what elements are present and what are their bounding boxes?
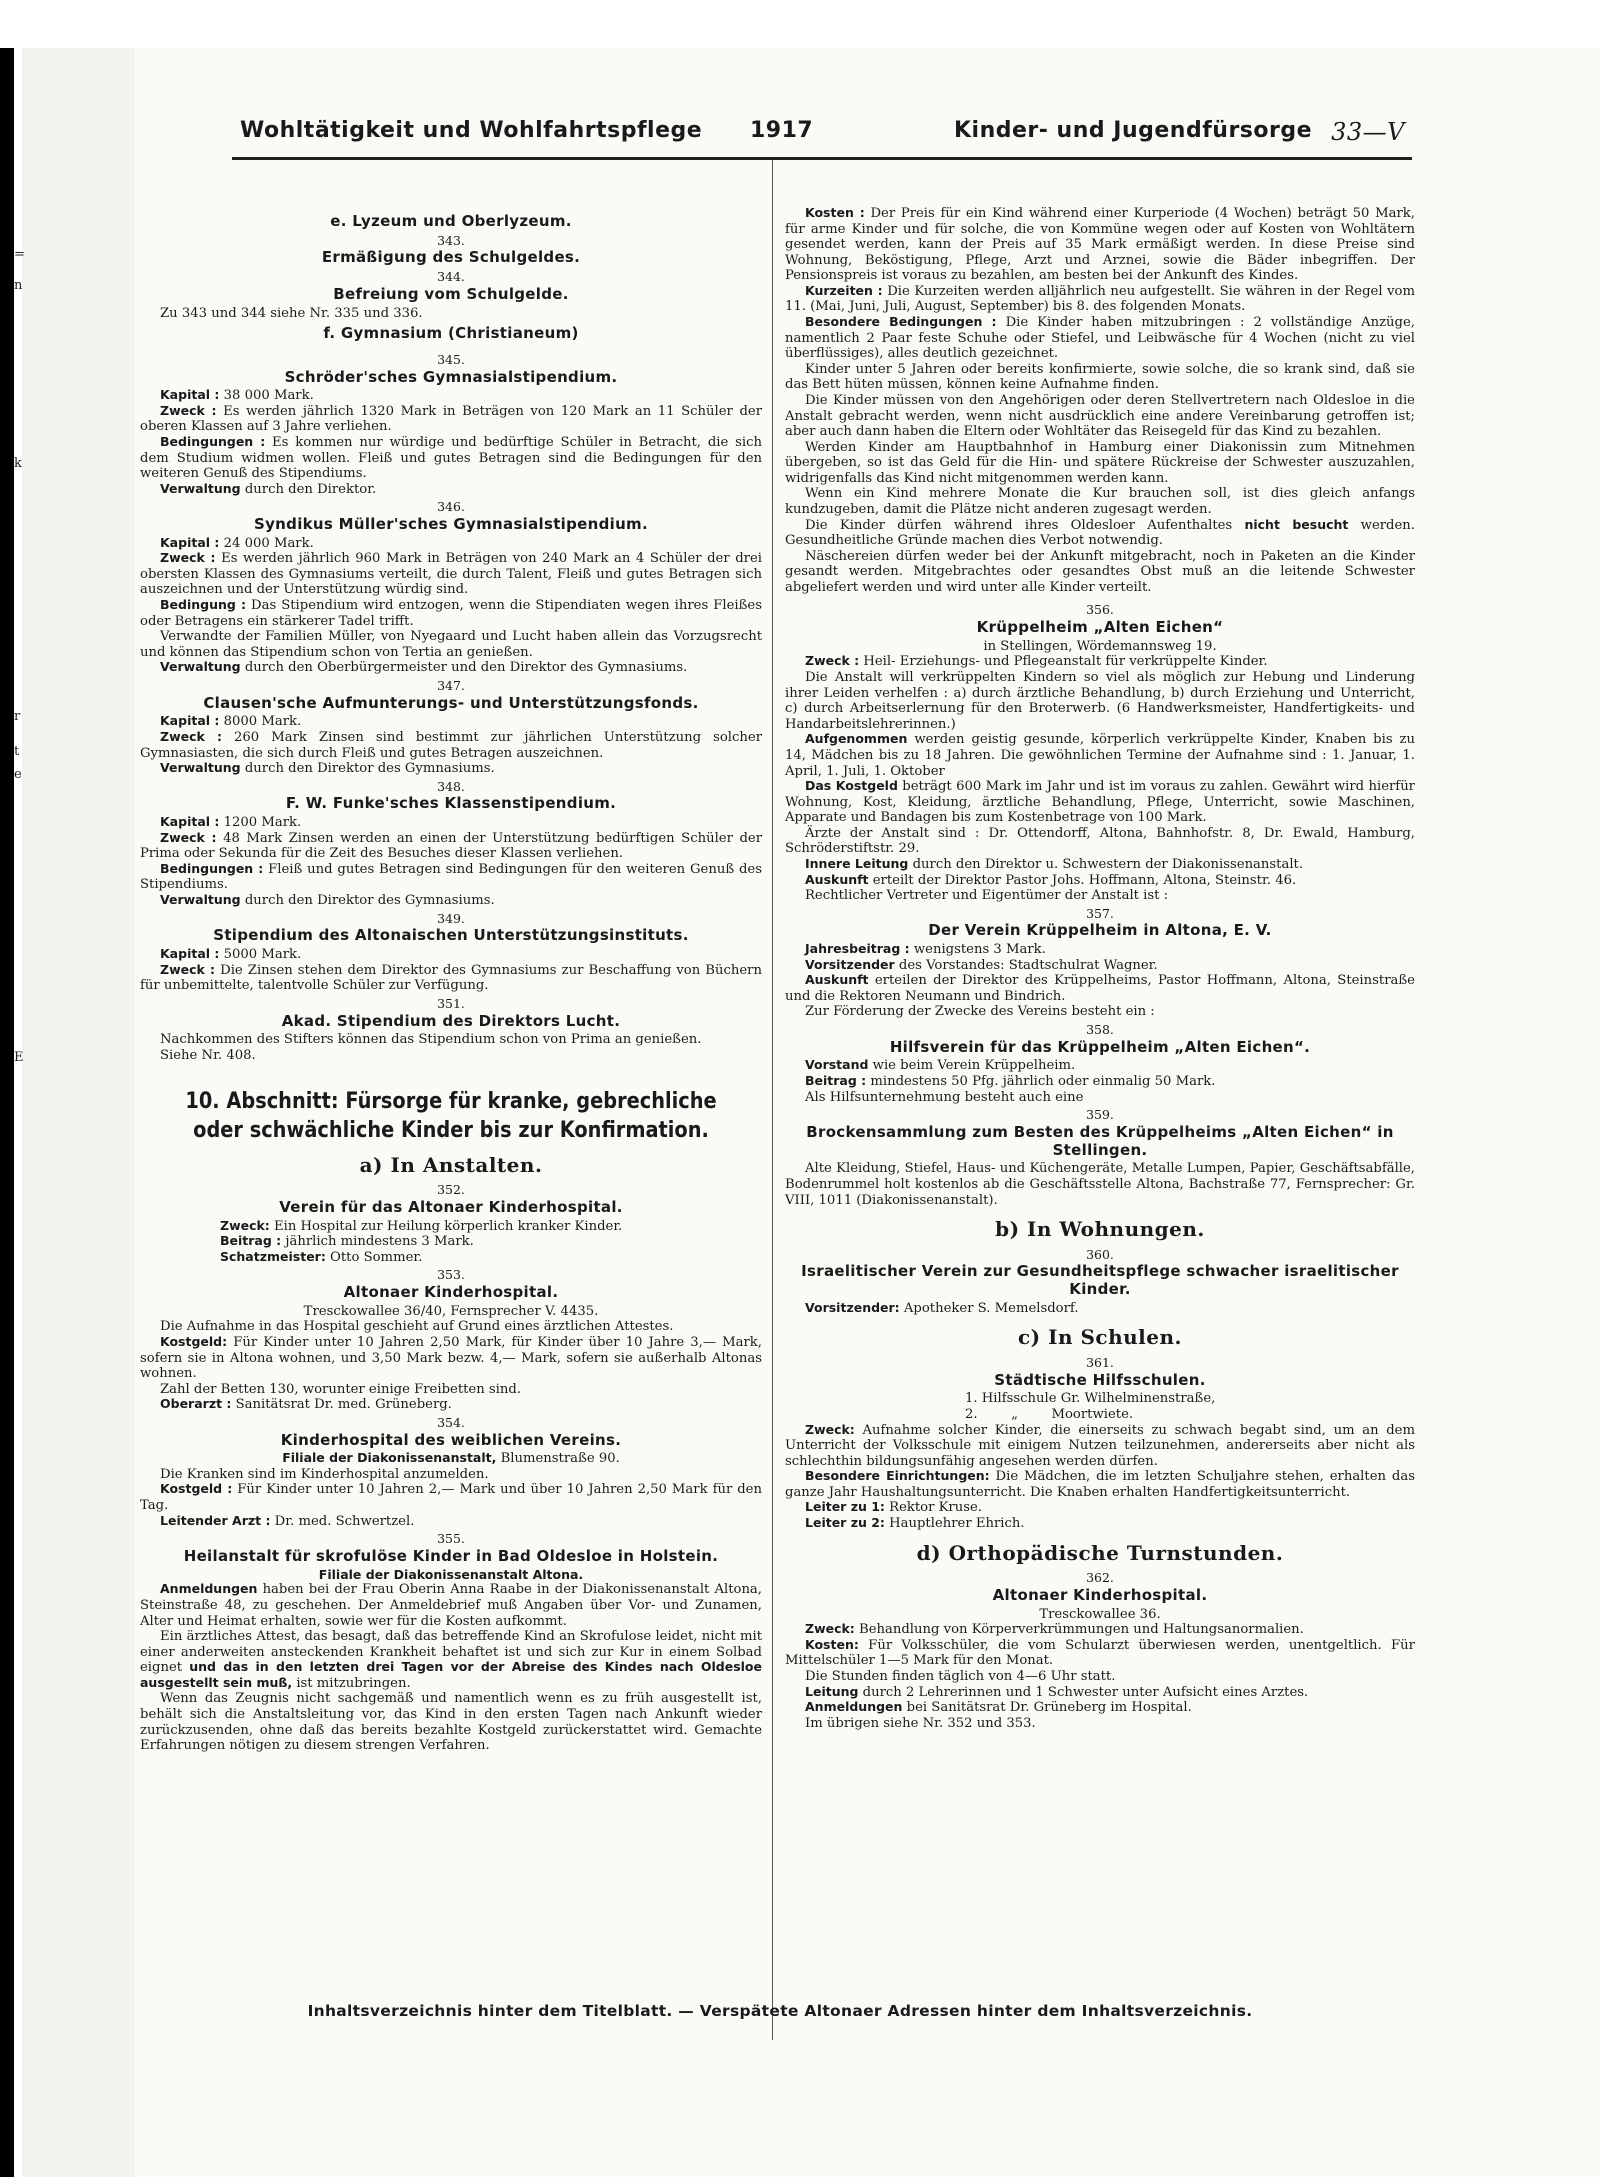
- entry-paragraph: [140, 551, 762, 598]
- margin-letter: =: [14, 247, 25, 262]
- field-label: Kapital :: [160, 387, 220, 403]
- entry-number: 352.: [437, 1182, 465, 1198]
- field-value: durch den Direktor u. Schwestern der Diakonissenanstalt.: [912, 856, 1304, 872]
- entry-paragraph: [785, 1622, 1415, 1638]
- page-footer: Inhaltsverzeichnis hinter dem Titelblatt. — Verspätete Altonaer Adressen hinter dem Inhaltsverzeichnis.: [307, 2002, 1253, 2020]
- field-label: Vorsitzender: [805, 956, 895, 972]
- field-value: Es werden jährlich 960 Mark in Beträgen von 240 Mark an 4 Schüler der drei obersten Klassen des Gymnasiums verteilt, die durch Talent, Fleiß und gutes Betragen sich auszeichnen und der Unterstützung würdig sind.: [140, 551, 762, 598]
- field-label: Kapital :: [160, 814, 220, 830]
- field-value: Apotheker S. Memelsdorf.: [903, 1300, 1079, 1316]
- entry-address: in Stellingen, Wördemannsweg 19.: [983, 638, 1217, 654]
- entry-paragraph: [785, 1423, 1415, 1470]
- entry-address: Tresckowallee 36.: [1039, 1606, 1161, 1622]
- entry-paragraph: [785, 1058, 1415, 1074]
- entry-title: Altonaer Kinderhospital.: [343, 1283, 559, 1302]
- entry-paragraph: [140, 761, 762, 777]
- field-label: Aufgenommen: [805, 731, 908, 747]
- field-value: Es werden jährlich 1320 Mark in Beträgen von 120 Mark an 11 Schüler der oberen Klassen auf 3 Jahre verliehen.: [140, 403, 762, 435]
- entry-number: 357.: [1086, 905, 1114, 921]
- entry-paragraph: [785, 958, 1415, 974]
- margin-letter: t: [14, 744, 20, 759]
- margin-letter: e: [14, 767, 22, 782]
- scan-shadow: [0, 48, 14, 2177]
- margin-letter: r: [14, 709, 21, 724]
- header-year: 1917: [750, 118, 814, 143]
- scan-edge: [0, 48, 135, 2177]
- entry-title: Israelitischer Verein zur Gesundheitspflege schwacher israelitischer Kinder.: [801, 1262, 1399, 1299]
- entry-title: Befreiung vom Schulgelde.: [333, 284, 569, 303]
- entry-title: Verein für das Altonaer Kinderhospital.: [279, 1197, 623, 1216]
- running-header: [240, 118, 1405, 150]
- field-value: 260 Mark Zinsen sind bestimmt zur jährlichen Unterstützung solcher Gymnasiasten, die sich durch Fleiß und gutes Betragen auszeichnen.: [140, 729, 762, 761]
- entry-paragraph: [785, 1516, 1415, 1532]
- entry-text: Wenn das Zeugnis nicht sachgemäß und namentlich wenn es zu früh ausgestellt ist, behält sich die Anstaltsleitung vor, das Kind in den ersten Tagen nach Ankunft wieder zurückzusenden, ohne daß das bereits bezahlte Kostgeld zurückerstattet wird. Gemachte Erfahrungen nötigen zu diesem strengen Verfahren.: [140, 1691, 762, 1754]
- field-value: haben bei der Frau Oberin Anna Raabe in der Diakonissenanstalt Altona, Steinstraße 48, zu geschehen. Der Anmeldebrief muß Angaben über Vor- und Zunamen, Alter und Heimat erhalten, sowie wer für die Kosten aufkommt.: [140, 1582, 762, 1629]
- entry-paragraph: [785, 1638, 1415, 1669]
- field-label: Das Kostgeld: [805, 778, 898, 794]
- field-label: Zweck:: [805, 1621, 855, 1637]
- entry-text: Zu 343 und 344 siehe Nr. 335 und 336.: [160, 305, 423, 321]
- entry-title: Syndikus Müller'sches Gymnasialstipendium.: [254, 515, 648, 534]
- field-label: Kapital :: [160, 534, 220, 550]
- field-value: Das Stipendium wird entzogen, wenn die Stipendiaten wegen ihres Fleißes oder Betragens ein stärkerer Tadel trifft.: [140, 598, 762, 629]
- entry-number: 359.: [1086, 1107, 1114, 1123]
- entry-paragraph: [140, 963, 762, 994]
- field-label: Zweck :: [160, 728, 222, 744]
- field-label: Bedingungen :: [160, 434, 266, 449]
- margin-fragments: [14, 248, 24, 1064]
- entry-paragraph: [140, 1219, 762, 1235]
- entry-title: Heilanstalt für skrofulöse Kinder in Bad Oldesloe in Holstein.: [183, 1546, 719, 1565]
- field-value: bei Sanitätsrat Dr. Grüneberg im Hospital.: [906, 1700, 1192, 1716]
- entry-paragraph: [140, 1582, 762, 1629]
- entry-number: 343.: [437, 232, 465, 248]
- field-label: Zweck :: [160, 550, 216, 566]
- entry-paragraph: [140, 714, 762, 730]
- subsection-heading: d) Orthopädische Turnstunden.: [916, 1540, 1284, 1565]
- entry-number: 345.: [437, 351, 465, 367]
- field-label: Auskunft: [805, 871, 869, 887]
- entry-title: Der Verein Krüppelheim in Altona, E. V.: [928, 921, 1272, 940]
- entry-text: Rechtlicher Vertreter und Eigentümer der Anstalt ist :: [805, 888, 1169, 904]
- subsection-heading: c) In Schulen.: [1018, 1325, 1182, 1350]
- subtitle-bold: Filiale der Diakonissenanstalt,: [282, 1450, 497, 1466]
- entry-number: 347.: [437, 677, 465, 693]
- entry-paragraph: [785, 873, 1415, 889]
- field-label: Kosten :: [805, 205, 865, 220]
- entry-paragraph: [140, 1234, 762, 1250]
- field-value: Der Preis für ein Kind während einer Kurperiode (4 Wochen) beträgt 50 Mark, für arme Kinder und für solche, die von Kommüne wegen oder auf Kosten von Wohltätern gesendet werden, kann der Preis auf 35 Mark ermäßigt werden. In diese Preise sind Wohnung, Beköstigung, Pflege, Arzt und Arznei, sowie die Bäder inbegriffen. Der Pensionspreis ist voraus zu bezahlen, am besten bei der Ankunft des Kindes.: [785, 206, 1415, 284]
- entry-number: 344.: [437, 269, 465, 285]
- field-label: Auskunft: [805, 972, 869, 988]
- field-value: Die Kurzeiten werden alljährlich neu aufgestellt. Sie währen in der Regel vom 11. (Mai, Juni, Juli, August, September) bis 8. des folgenden Monats.: [785, 283, 1415, 315]
- field-value: 24 000 Mark.: [223, 535, 314, 551]
- entry-paragraph: [785, 1700, 1415, 1716]
- field-label: Oberarzt :: [160, 1396, 232, 1412]
- entry-paragraph: [140, 1629, 762, 1691]
- field-label: Beitrag :: [805, 1073, 867, 1089]
- field-value: durch den Direktor.: [244, 481, 377, 497]
- header-rule: [232, 157, 1412, 160]
- field-label: Kostgeld:: [160, 1333, 228, 1349]
- field-value: Für Volksschüler, die vom Schularzt überwiesen werden, unentgeltlich. Für Mittelschüler 1—5 Mark für den Monat.: [785, 1637, 1415, 1669]
- entry-paragraph: [785, 654, 1415, 670]
- margin-letter: E: [14, 1050, 24, 1065]
- entry-text: Näschereien dürfen weder bei der Ankunft mitgebracht, noch in Paketen an die Kinder gesandt werden. Mitgebrachtes oder gesandtes Obst muß an die leitende Schwester abgeliefert werden und wird unter alle Kinder verteilt.: [785, 548, 1415, 595]
- field-label: Vorstand: [805, 1057, 869, 1073]
- entry-title: Kinderhospital des weiblichen Vereins.: [280, 1430, 622, 1449]
- entry-paragraph: [140, 660, 762, 676]
- entry-text: Zur Förderung der Zwecke des Vereins besteht ein :: [805, 1004, 1155, 1020]
- entry-subtitle: [140, 1451, 762, 1467]
- field-label: Kosten:: [805, 1636, 859, 1652]
- entry-paragraph: [140, 1482, 762, 1513]
- entry-number: 360.: [1086, 1246, 1114, 1262]
- field-value: erteilt der Direktor Pastor Johs. Hoffmann, Altona, Steinstr. 46.: [872, 872, 1297, 888]
- entry-text: Ärzte der Anstalt sind : Dr. Ottendorff, Altona, Bahnhofstr. 8, Dr. Ewald, Hamburg, Schröderstiftstr. 29.: [785, 825, 1415, 857]
- margin-letter: n: [14, 278, 23, 293]
- field-label: Kapital :: [160, 713, 220, 729]
- entry-text: Verwandte der Familien Müller, von Nyegaard und Lucht haben allein das Vorzugsrecht und können das Stipendium schon von Tertia an genießen.: [140, 629, 762, 660]
- entry-title: Clausen'sche Aufmunterungs- und Unterstützungsfonds.: [203, 693, 699, 712]
- field-value: Hauptlehrer Ehrich.: [889, 1516, 1025, 1532]
- left-column: [140, 212, 762, 1754]
- field-value: Aufnahme solcher Kinder, die einerseits zu schwach begabt sind, um an dem Unterricht der Volksschule mit einigem Nutzen teilzunehmen, andererseits aber nicht als schlechthin bildungsunfähig angesehen werden dürfen.: [785, 1422, 1415, 1469]
- field-label: Innere Leitung: [805, 855, 909, 871]
- entry-address: Tresckowallee 36/40, Fernsprecher V. 4435.: [303, 1303, 599, 1319]
- field-label: Kapital :: [160, 946, 220, 962]
- entry-paragraph: [140, 815, 762, 831]
- entry-number: 351.: [437, 995, 465, 1011]
- field-value: wenigstens 3 Mark.: [913, 942, 1046, 958]
- entry-text: Wenn ein Kind mehrere Monate die Kur brauchen soll, ist dies gleich anfangs kundzugeben, damit die Plätze nicht anderen zugesagt werden.: [785, 486, 1415, 517]
- field-label: Zweck :: [160, 829, 217, 845]
- field-value: werden geistig gesunde, körperlich verkrüppelte Kinder, Knaben bis zu 14, Mädchen bis zu 18 Jahren. Die gewöhnlichen Termine der Aufnahme sind : 1. Januar, 1. April, 1. Juli, 1. Oktober: [785, 732, 1415, 779]
- entry-paragraph: [140, 947, 762, 963]
- entry-title: Altonaer Kinderhospital.: [992, 1585, 1208, 1604]
- entry-number: 349.: [437, 910, 465, 926]
- entry-title: Schröder'sches Gymnasialstipendium.: [284, 367, 618, 386]
- field-value: Fleiß und gutes Betragen sind Bedingungen für den weiteren Genuß des Stipendiums.: [140, 861, 762, 893]
- entry-title: Akad. Stipendium des Direktors Lucht.: [281, 1011, 621, 1030]
- entry-paragraph: [785, 779, 1415, 826]
- entry-paragraph: [140, 536, 762, 552]
- field-label: Verwaltung: [160, 659, 241, 675]
- field-value: werden. Gesundheitliche Gründe machen dies Verbot notwendig.: [785, 517, 1415, 549]
- entry-paragraph: [785, 206, 1415, 284]
- entry-paragraph: [785, 1301, 1415, 1317]
- subtitle-address: Blumenstraße 90.: [500, 1451, 620, 1467]
- field-value: Heil- Erziehungs- und Pflegeanstalt für verkrüppelte Kinder.: [863, 654, 1268, 670]
- entry-text: Kinder unter 5 Jahren oder bereits konfirmierte, sowie solche, die so krank sind, daß sie das Bett hüten müssen, können keine Aufnahme finden.: [785, 361, 1415, 393]
- entry-paragraph: [140, 862, 762, 893]
- list-item: 2. „ Moortwiete.: [965, 1406, 1134, 1422]
- field-value: Ein ärztliches Attest, das besagt, daß das betreffende Kind an Skrofulose leidet, nicht mit einer anderweiten ansteckenden Krankheit behaftet ist und sich zur Kur in einem Solbad eignet: [140, 1629, 762, 1676]
- field-label: Verwaltung: [160, 892, 241, 908]
- column-divider: [772, 160, 773, 2040]
- field-label: Leiter zu 1:: [805, 1499, 885, 1515]
- field-label: Anmeldungen: [160, 1581, 258, 1597]
- entry-text: Im übrigen siehe Nr. 352 und 353.: [805, 1715, 1036, 1731]
- field-value: durch den Direktor des Gymnasiums.: [244, 893, 495, 909]
- entry-number: 358.: [1086, 1022, 1114, 1038]
- entry-number: 355.: [437, 1531, 465, 1547]
- entry-number: 348.: [437, 778, 465, 794]
- section-heading: f. Gymnasium (Christianeum): [323, 324, 579, 343]
- field-label: Zweck :: [160, 961, 216, 977]
- header-left: Wohltätigkeit und Wohlfahrtspflege: [240, 118, 703, 143]
- field-label: Verwaltung: [160, 760, 241, 776]
- entry-text: Die Stunden finden täglich von 4—6 Uhr statt.: [805, 1668, 1116, 1684]
- field-value: durch 2 Lehrerinnen und 1 Schwester unter Aufsicht eines Arztes.: [862, 1684, 1309, 1700]
- field-label: Zweck :: [160, 402, 217, 418]
- entry-number: 362.: [1086, 1570, 1114, 1586]
- field-label: Leitung: [805, 1683, 859, 1699]
- entry-number: 346.: [437, 499, 465, 515]
- field-value: wie beim Verein Krüppelheim.: [872, 1058, 1076, 1074]
- field-value: Für Kinder unter 10 Jahren 2,50 Mark, für Kinder über 10 Jahre 3,— Mark, sofern sie in Altona wohnen, und 3,50 Mark bezw. 4,— Mark, sofern sie außerhalb Altonas wohnen.: [140, 1334, 762, 1382]
- field-label: Kostgeld :: [160, 1481, 233, 1497]
- field-label: Bedingungen :: [160, 860, 264, 876]
- section-heading: e. Lyzeum und Oberlyzeum.: [330, 212, 572, 230]
- header-right: Kinder- und Jugendfürsorge: [954, 118, 1313, 143]
- field-label: Bedingung :: [160, 597, 246, 613]
- entry-text: Die Kinder müssen von den Angehörigen oder deren Stellvertretern nach Oldesloe in die Anstalt gebracht werden, wenn nicht ausdrücklich eine andere Vereinbarung getroffen ist; aber auch dann haben die Eltern oder Wohltäter das Reisegeld für das Kind zu bezahlen.: [785, 392, 1415, 440]
- field-value: Ein Hospital zur Heilung körperlich kranker Kinder.: [274, 1218, 623, 1234]
- field-label: Schatzmeister:: [220, 1248, 326, 1264]
- entry-text: Als Hilfsunternehmung besteht auch eine: [805, 1089, 1084, 1105]
- field-label: Zweck:: [805, 1421, 855, 1437]
- entry-paragraph: [140, 598, 762, 629]
- previous-page-edge: [22, 48, 138, 2177]
- entry-paragraph: [140, 1514, 762, 1530]
- field-value: beträgt 600 Mark im Jahr und ist im voraus zu zahlen. Gewährt wird hierfür Wohnung, Kost, Kleidung, ärztliche Behandlung, Pflege, Unterricht, sowie Maschinen, Apparate und Bandagen bis zum Kostenbetrage von 100 Mark.: [785, 779, 1415, 826]
- field-value: 48 Mark Zinsen werden an einen der Unterstützung bedürftigen Schüler der Prima oder Sekunda für die Zeit des Besuches dieser Klassen verliehen.: [140, 830, 762, 862]
- entry-title: Ermäßigung des Schulgeldes.: [321, 248, 581, 267]
- field-label: Leiter zu 2:: [805, 1515, 885, 1531]
- entry-paragraph: [785, 857, 1415, 873]
- entry-subtitle: Filiale der Diakonissenanstalt Altona.: [318, 1566, 584, 1582]
- field-value: Die Zinsen stehen dem Direktor des Gymnasiums zur Beschaffung von Büchern für unbemittelte, talentvolle Schüler zur Verfügung.: [140, 962, 762, 994]
- field-value: Rektor Kruse.: [889, 1500, 982, 1516]
- entry-number: 354.: [437, 1414, 465, 1430]
- entry-text: Siehe Nr. 408.: [160, 1047, 256, 1063]
- field-value: des Vorstandes: Stadtschulrat Wagner.: [898, 957, 1158, 973]
- entry-paragraph: [140, 730, 762, 761]
- entry-title: Brockensammlung zum Besten des Krüppelheims „Alten Eichen“ in Stellingen.: [806, 1122, 1394, 1159]
- entry-paragraph: [140, 831, 762, 862]
- field-label: Vorsitzender:: [805, 1299, 900, 1315]
- field-label: Beitrag :: [220, 1233, 282, 1249]
- field-value: Die Kinder haben mitzubringen : 2 vollständige Anzüge, namentlich 2 Paar feste Schuhe oder Stiefel, und Leibwäsche für 4 Wochen (nicht zu viel überflüssiges), alles deutlich gezeichnet.: [785, 315, 1415, 362]
- entry-text: Zahl der Betten 130, worunter einige Freibetten sind.: [160, 1381, 522, 1397]
- field-value: 1200 Mark.: [223, 815, 302, 831]
- field-value: Sanitätsrat Dr. med. Grüneberg.: [235, 1397, 452, 1413]
- entry-paragraph: [785, 1500, 1415, 1516]
- entry-paragraph: [140, 388, 762, 404]
- entry-paragraph: [785, 518, 1415, 549]
- chapter-heading: 10. Abschnitt: Fürsorge für kranke, gebrechliche oder schwächliche Kinder bis zur Konfirmation.: [185, 1088, 717, 1143]
- entry-text: Alte Kleidung, Stiefel, Haus- und Küchengeräte, Metalle Lumpen, Papier, Geschäftsabfälle, Bodenrummel holt kostenlos ab die Geschäftsstelle Altona, Bachstraße 77, Fernsprecher: Gr. VIII, 1011 (Diakonissenanstalt).: [785, 1161, 1415, 1208]
- entry-paragraph: [140, 404, 762, 435]
- field-value: durch den Direktor des Gymnasiums.: [244, 761, 495, 777]
- field-label: Zweck:: [220, 1217, 270, 1233]
- margin-letter: k: [14, 456, 22, 471]
- subsection-heading: a) In Anstalten.: [359, 1152, 543, 1177]
- field-value: Für Kinder unter 10 Jahren 2,— Mark und über 10 Jahren 2,50 Mark für den Tag.: [140, 1482, 762, 1514]
- field-value: 38 000 Mark.: [223, 388, 314, 404]
- field-value: Behandlung von Körperverkrümmungen und Haltungsanormalien.: [859, 1622, 1304, 1638]
- field-label: Besondere Einrichtungen:: [805, 1468, 990, 1484]
- field-label: Leitender Arzt :: [160, 1512, 271, 1528]
- right-column: [785, 205, 1415, 1731]
- field-value: durch den Oberbürgermeister und den Direktor des Gymnasiums.: [244, 660, 688, 676]
- emphasis-text: und das in den letzten drei Tagen vor der Abreise des Kindes nach Oldesloe ausgestellt sein muß,: [140, 1659, 762, 1690]
- field-value: Otto Sommer.: [330, 1249, 423, 1265]
- field-value: Die Mädchen, die im letzten Schuljahre stehen, erhalten das ganze Jahr Haushaltungsunterricht. Die Knaben erhalten Handfertigkeitsunterricht.: [785, 1469, 1415, 1500]
- entry-title: Hilfsverein für das Krüppelheim „Alten Eichen“.: [889, 1037, 1311, 1056]
- entry-text: Die Aufnahme in das Hospital geschieht auf Grund eines ärztlichen Attestes.: [160, 1319, 674, 1335]
- entry-paragraph: [785, 1469, 1415, 1500]
- list-item: 1. Hilfsschule Gr. Wilhelminenstraße,: [965, 1391, 1216, 1407]
- entry-paragraph: [785, 732, 1415, 779]
- entry-paragraph: [140, 1397, 762, 1413]
- field-value: erteilen der Direktor des Krüppelheims, Pastor Hoffmann, Altona, Steinstraße und die Rektoren Neumann und Bindrich.: [785, 973, 1415, 1004]
- field-value: 8000 Mark.: [223, 714, 302, 730]
- page-number: 33—V: [1331, 118, 1405, 146]
- field-label: Verwaltung: [160, 480, 241, 496]
- entry-text: Die Anstalt will verkrüppelten Kindern so viel als möglich zur Hebung und Linderung ihrer Leiden verhelfen : a) durch ärztliche Behandlung, b) durch Erziehung und Unterricht, c) durch Arbeitserlernung für den Broterwerb. (6 Handwerksmeister, Handfertigkeits- und Handarbeitslehrerinnen.): [785, 670, 1415, 732]
- entry-paragraph: [785, 973, 1415, 1004]
- field-label: Jahresbeitrag :: [805, 941, 910, 957]
- field-value: ist mitzubringen.: [296, 1675, 411, 1691]
- entry-title: F. W. Funke'sches Klassenstipendium.: [285, 794, 617, 813]
- entry-paragraph: [785, 284, 1415, 315]
- field-value: Dr. med. Schwertzel.: [274, 1513, 415, 1529]
- entry-number: 353.: [437, 1267, 465, 1283]
- field-label: Kurzeiten :: [805, 282, 883, 298]
- entry-text: Nachkommen des Stifters können das Stipendium schon von Prima an genießen.: [160, 1032, 702, 1048]
- emphasis-text: nicht besucht: [1244, 516, 1349, 532]
- entry-paragraph: [785, 1685, 1415, 1701]
- entry-text: Werden Kinder am Hauptbahnhof in Hamburg einer Diakonissin zum Mitnehmen übergeben, so ist das Geld für die Hin- und spätere Rückreise der Schwester auszuzahlen, widrigenfalls das Kind nicht mitgenommen werden kann.: [785, 439, 1415, 486]
- field-value: Es kommen nur würdige und bedürftige Schüler in Betracht, die sich dem Studium widmen wollen. Fleiß und gutes Betragen sind die Bedingungen für den weiteren Genuß des Stipendiums.: [140, 435, 762, 482]
- entry-paragraph: [785, 315, 1415, 362]
- entry-paragraph: [785, 942, 1415, 958]
- entry-title: Krüppelheim „Alten Eichen“: [976, 618, 1224, 637]
- field-label: Zweck :: [805, 653, 860, 669]
- field-label: Besondere Bedingungen :: [805, 314, 997, 330]
- entry-number: 361.: [1086, 1354, 1114, 1370]
- field-value: 5000 Mark.: [223, 947, 302, 963]
- subsection-heading: b) In Wohnungen.: [995, 1217, 1205, 1242]
- field-value: jährlich mindestens 3 Mark.: [285, 1234, 474, 1250]
- entry-paragraph: [140, 893, 762, 909]
- entry-paragraph: [140, 1250, 762, 1266]
- field-label: Anmeldungen: [805, 1699, 903, 1715]
- field-value: Die Kinder dürfen während ihres Oldesloer Aufenthaltes: [805, 517, 1233, 533]
- entry-text: Die Kranken sind im Kinderhospital anzumelden.: [160, 1466, 489, 1482]
- entry-title: Stipendium des Altonaischen Unterstützungsinstituts.: [213, 926, 689, 945]
- entry-paragraph: [785, 1074, 1415, 1090]
- entry-title: Städtische Hilfsschulen.: [994, 1370, 1206, 1389]
- entry-paragraph: [140, 482, 762, 498]
- field-value: mindestens 50 Pfg. jährlich oder einmalig 50 Mark.: [870, 1074, 1216, 1090]
- entry-paragraph: [140, 435, 762, 482]
- entry-number: 356.: [1086, 602, 1114, 618]
- entry-paragraph: [140, 1335, 762, 1382]
